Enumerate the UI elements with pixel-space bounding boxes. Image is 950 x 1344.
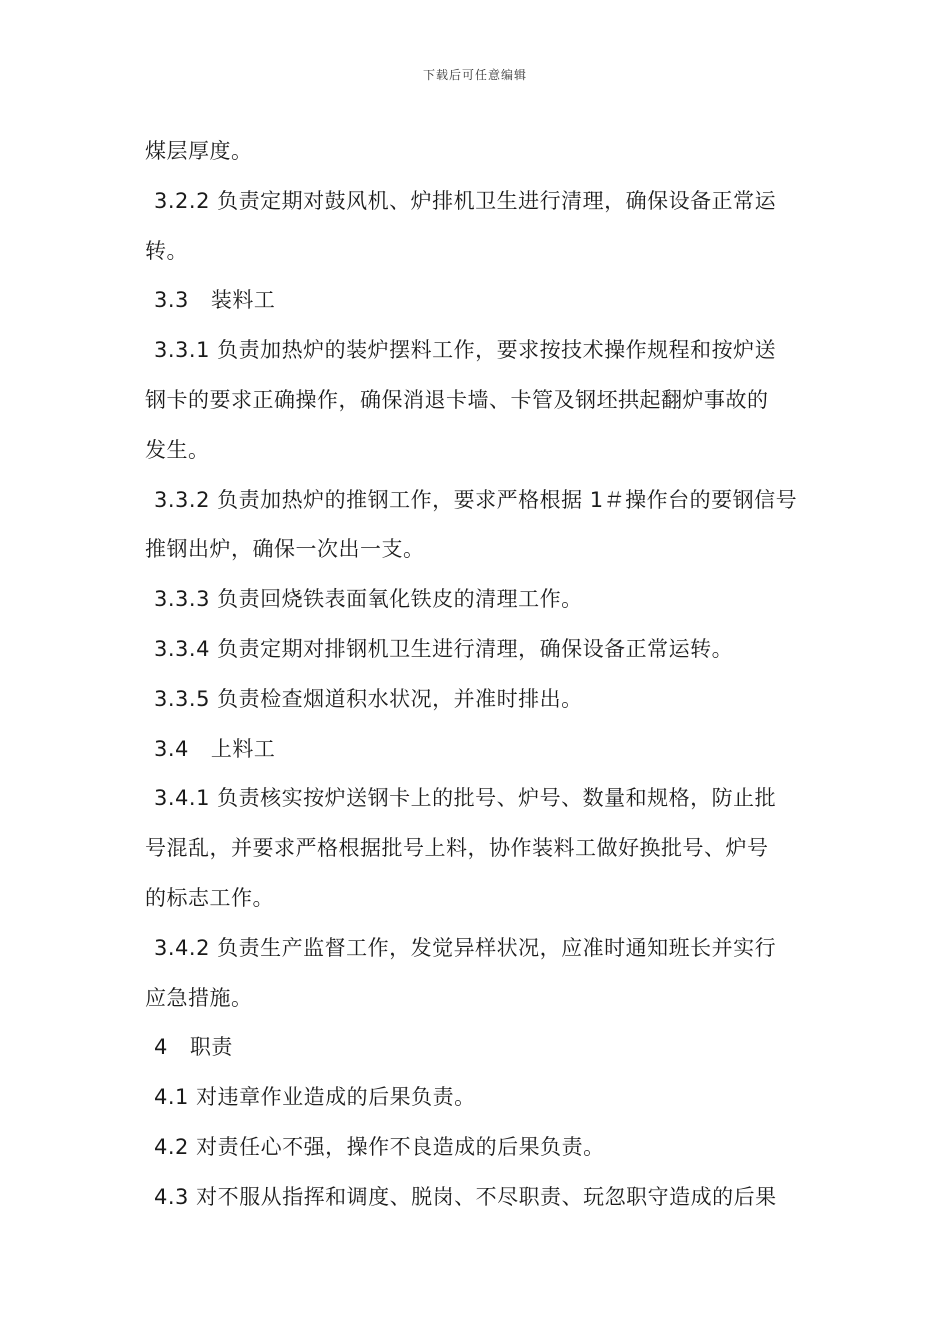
section-heading	[145, 1026, 810, 1076]
line-text: 号混乱，并要求严格根据批号上料，协作装料工做好换批号、炉号	[145, 836, 769, 861]
clause-line	[145, 1076, 810, 1126]
section-heading	[145, 279, 810, 329]
clause-number: 4.1	[154, 1085, 189, 1110]
paragraph-line	[145, 827, 810, 877]
line-text: 负责定期对排钢机卫生进行清理，确保设备正常运转。	[217, 636, 734, 661]
clause-number: 3.3.2	[154, 487, 210, 512]
line-text: 对责任心不强，操作不良造成的后果负责。	[196, 1134, 605, 1159]
line-text: 对违章作业造成的后果负责。	[196, 1085, 476, 1110]
paragraph-line	[145, 429, 810, 479]
line-text: 推钢出炉，确保一次出一支。	[145, 537, 425, 562]
clause-line	[145, 329, 810, 379]
clause-line	[145, 1176, 810, 1226]
line-text: 发生。	[145, 437, 210, 462]
line-text: 钢卡的要求正确操作，确保消退卡墙、卡管及钢坯拱起翻炉事故的	[145, 387, 769, 412]
section-heading	[145, 728, 810, 778]
clause-line	[145, 479, 810, 529]
line-text: 负责加热炉的装炉摆料工作，要求按技术操作规程和按炉送	[217, 338, 777, 363]
clause-number: 3.2.2	[154, 188, 210, 213]
document-body	[145, 130, 810, 1226]
heading-text: 装料工	[210, 288, 276, 313]
paragraph-line	[145, 877, 810, 927]
line-text: 负责检查烟道积水状况，并准时排出。	[217, 686, 583, 711]
heading-text: 上料工	[210, 736, 276, 761]
line-text: 对不服从指挥和调度、脱岗、不尽职责、玩忽职守造成的后果	[196, 1184, 777, 1209]
heading-text: 职责	[189, 1035, 233, 1060]
clause-number: 3.4.1	[154, 786, 210, 811]
clause-line	[145, 678, 810, 728]
line-text: 煤层厚度。	[145, 139, 253, 163]
line-text: 的标志工作。	[145, 885, 274, 910]
line-text: 负责定期对鼓风机、炉排机卫生进行清理，确保设备正常运	[217, 188, 777, 213]
clause-number: 3.3.3	[154, 587, 210, 612]
line-text: 负责生产监督工作，发觉异样状况，应准时通知班长并实行	[217, 935, 777, 960]
clause-line	[145, 777, 810, 827]
line-text: 负责回烧铁表面氧化铁皮的清理工作。	[217, 587, 583, 612]
paragraph-line	[145, 130, 810, 180]
paragraph-line	[145, 528, 810, 578]
clause-line	[145, 628, 810, 678]
paragraph-line	[145, 977, 810, 1027]
clause-line	[145, 927, 810, 977]
clause-number: 4	[154, 1035, 168, 1060]
clause-number: 3.3.1	[154, 338, 210, 363]
line-text: 转。	[145, 238, 188, 263]
clause-number: 3.3	[154, 288, 189, 313]
clause-number: 3.3.4	[154, 636, 210, 661]
paragraph-line	[145, 379, 810, 429]
line-text: 负责加热炉的推钢工作，要求严格根据 1＃操作台的要钢信号	[217, 487, 798, 512]
clause-line	[145, 578, 810, 628]
line-text: 应急措施。	[145, 985, 253, 1010]
clause-number: 3.4.2	[154, 935, 210, 960]
line-text: 负责核实按炉送钢卡上的批号、炉号、数量和规格，防止批	[217, 786, 777, 811]
clause-line	[145, 1126, 810, 1176]
paragraph-line	[145, 230, 810, 280]
clause-number: 4.3	[154, 1184, 189, 1209]
clause-number: 3.4	[154, 736, 189, 761]
clause-line	[145, 180, 810, 230]
clause-number: 4.2	[154, 1134, 189, 1159]
page-header: 下载后可任意编辑	[422, 68, 527, 82]
clause-number: 3.3.5	[154, 686, 210, 711]
